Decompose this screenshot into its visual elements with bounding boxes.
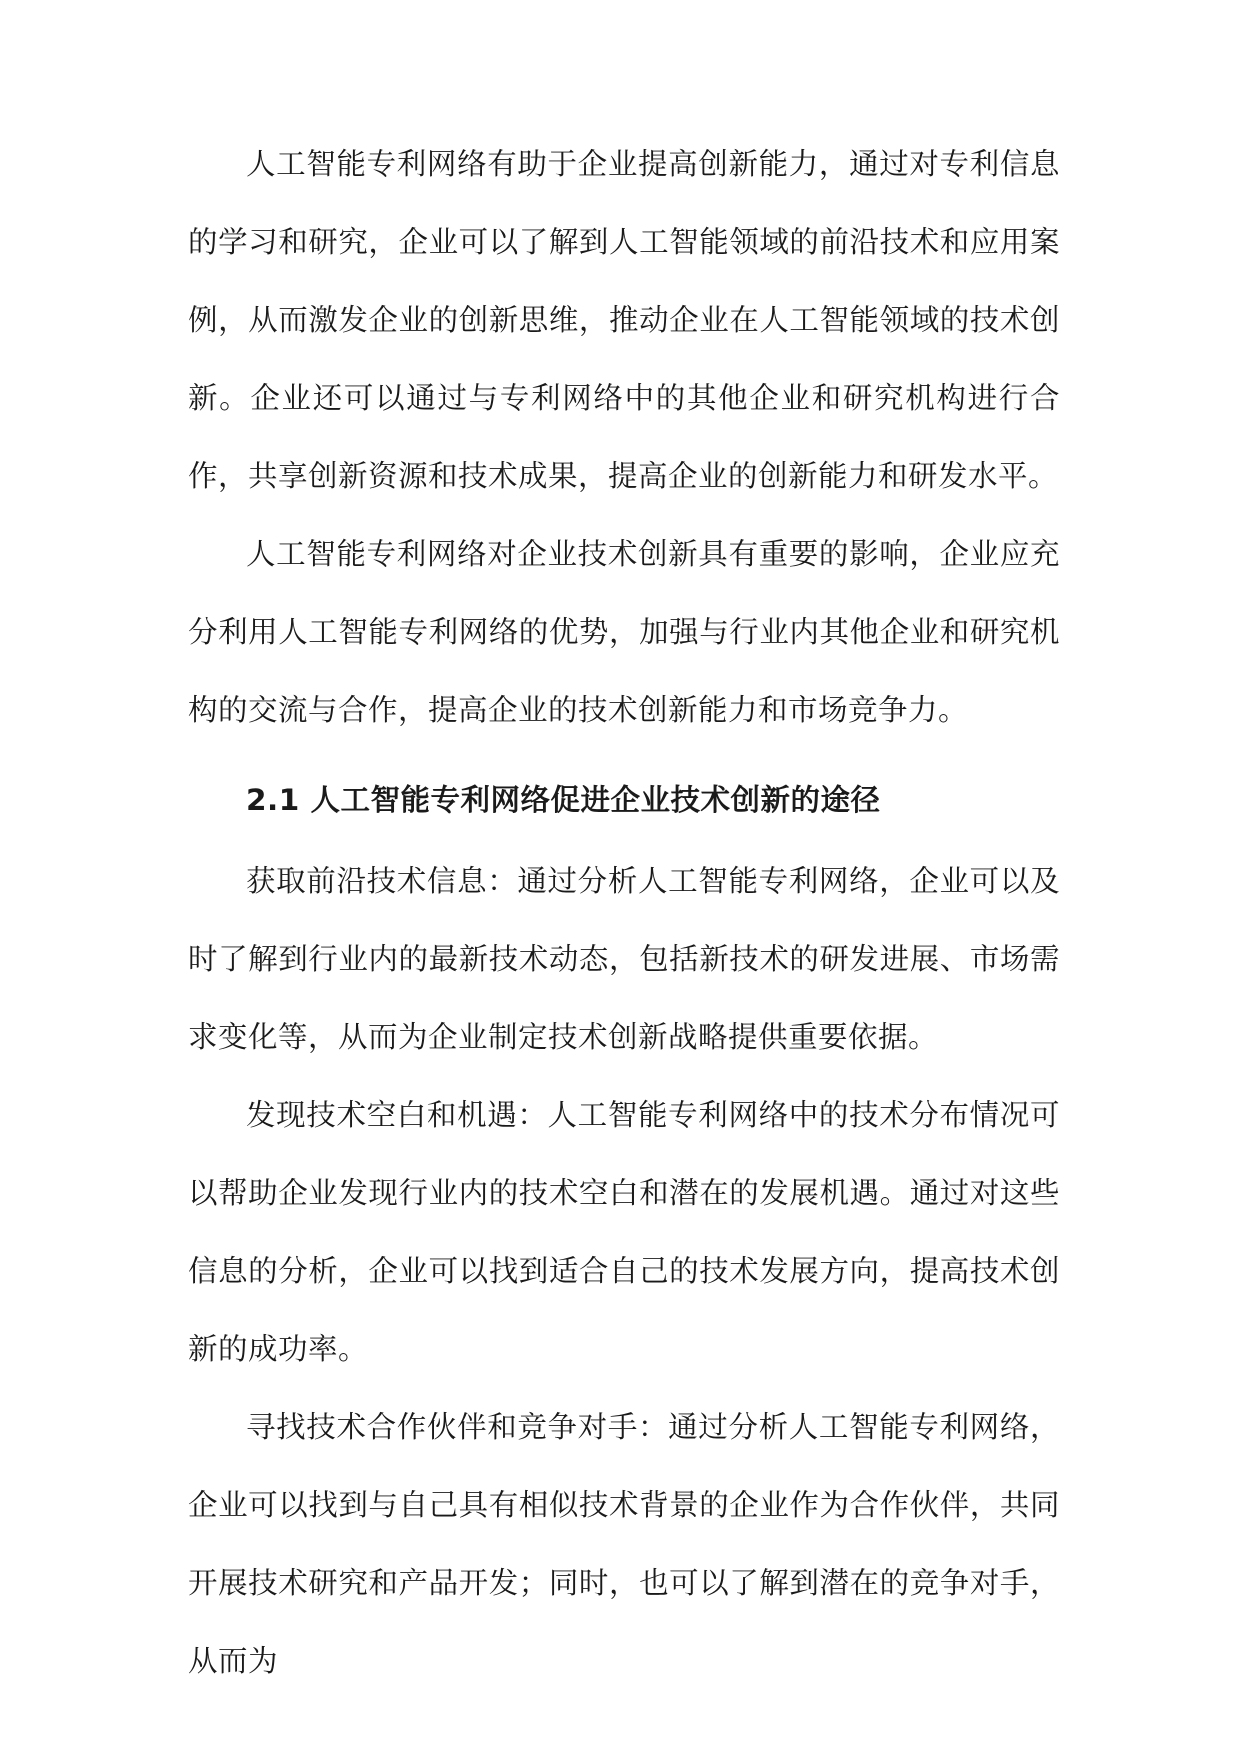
paragraph-frontier-info: 获取前沿技术信息：通过分析人工智能专利网络，企业可以及时了解到行业内的最新技术动态，包括新技术的研发进展、市场需求变化等，从而为企业制定技术创新战略提供重要依据。 bbox=[188, 864, 1060, 1054]
paragraph-tech-gaps: 发现技术空白和机遇：人工智能专利网络中的技术分布情况可以帮助企业发现行业内的技术空白和潜在的发展机遇。通过对这些信息的分析，企业可以找到适合自己的技术发展方向，提高技术创新的成功率。 bbox=[188, 1098, 1060, 1366]
paragraph-importance: 人工智能专利网络对企业技术创新具有重要的影响，企业应充分利用人工智能专利网络的优势，加强与行业内其他企业和研究机构的交流与合作，提高企业的技术创新能力和市场竞争力。 bbox=[188, 537, 1060, 727]
section-heading: 2.1 人工智能专利网络促进企业技术创新的途径 bbox=[246, 783, 881, 817]
paragraph-innovation-ability: 人工智能专利网络有助于企业提高创新能力，通过对专利信息的学习和研究，企业可以了解到人工智能领域的前沿技术和应用案例，从而激发企业的创新思维，推动企业在人工智能领域的技术创新。企业还可以通过与专利网络中的其他企业和研究机构进行合作，共享创新资源和技术成果，提高企业的创新能力和研发水平。 bbox=[188, 147, 1060, 493]
paragraph-partners-competitors: 寻找技术合作伙伴和竞争对手：通过分析人工智能专利网络，企业可以找到与自己具有相似技术背景的企业作为合作伙伴，共同开展技术研究和产品开发；同时，也可以了解到潜在的竞争对手，从而为 bbox=[188, 1410, 1060, 1678]
